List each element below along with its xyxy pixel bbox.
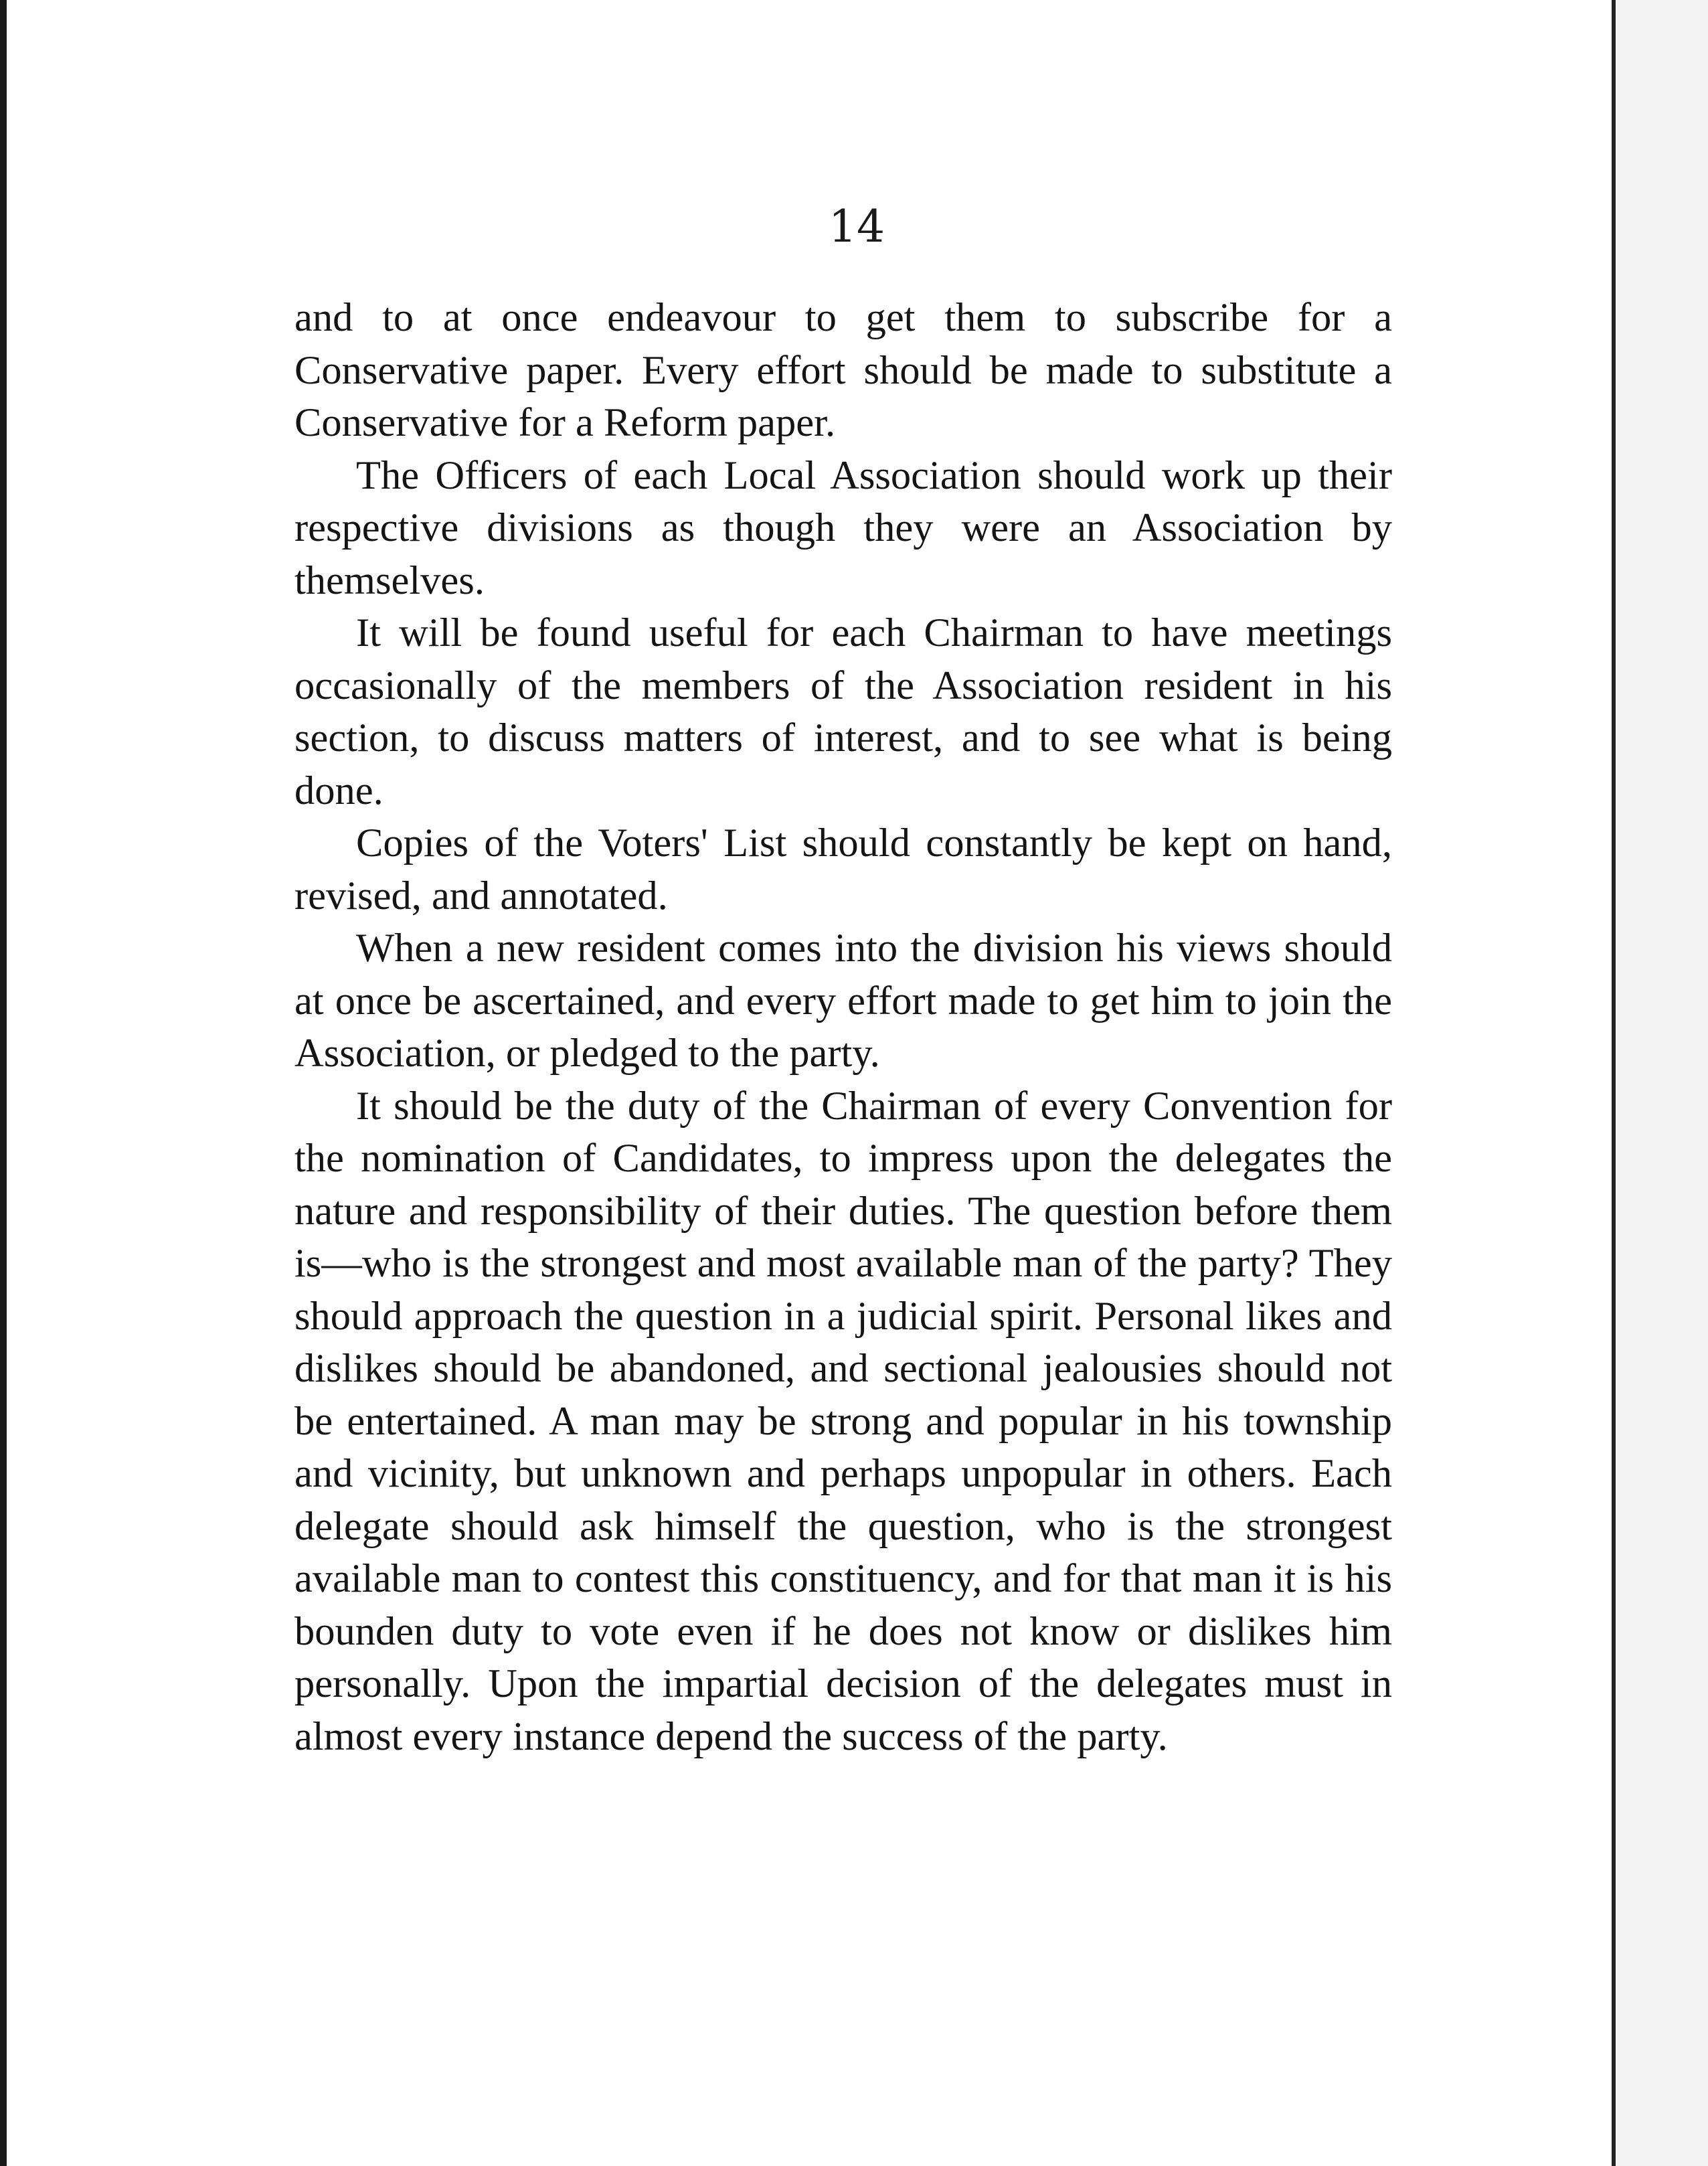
scan-right-margin [1616, 0, 1708, 2166]
body-text [294, 292, 1392, 1763]
paragraph-convention-duty: It should be the duty of the Chairman of every Convention for the nomination of Candidates, to impress upon the delegates the nature and responsibility of their duties. The question before them is—who is the strongest and most available man of the party? They should approach the question in a judicial spirit. Personal likes and dislikes should be abandoned, and sectional jealousies should not be entertained. A man may be strong and popular in his township and vicinity, but unknown and perhaps unpopular in others. Each delegate should ask himself the question, who is the strongest available man to contest this constituency, and for that man it is his bounden duty to vote even if he does not know or dislikes him personally. Upon the impartial decision of the delegates must in almost every instance depend the success of the party. [294, 1083, 1392, 1759]
paragraph-voters-list: Copies of the Voters' List should constantly be kept on hand, revised, and annotated. [294, 821, 1392, 918]
paragraph-continuation: and to at once endeavour to get them to subscribe for a Conservative paper. Every effort should be made to substitute a Conservative for a Reform paper. [294, 295, 1392, 445]
scan-right-edge [1612, 0, 1616, 2166]
scan-left-edge [0, 0, 7, 2166]
page-number: 14 [829, 201, 885, 252]
paragraph-local-officers: The Officers of each Local Association should work up their respective divisions as though they were an Association by themselves. [294, 452, 1392, 603]
paragraph-new-resident: When a new resident comes into the division his views should at once be ascertained, and every effort made to get him to join the Association, or pledged to the party. [294, 926, 1392, 1076]
paragraph-chairman-meetings: It will be found useful for each Chairman to have meetings occasionally of the members of the Association resident in his section, to discuss matters of interest, and to see what is being done. [294, 610, 1392, 813]
